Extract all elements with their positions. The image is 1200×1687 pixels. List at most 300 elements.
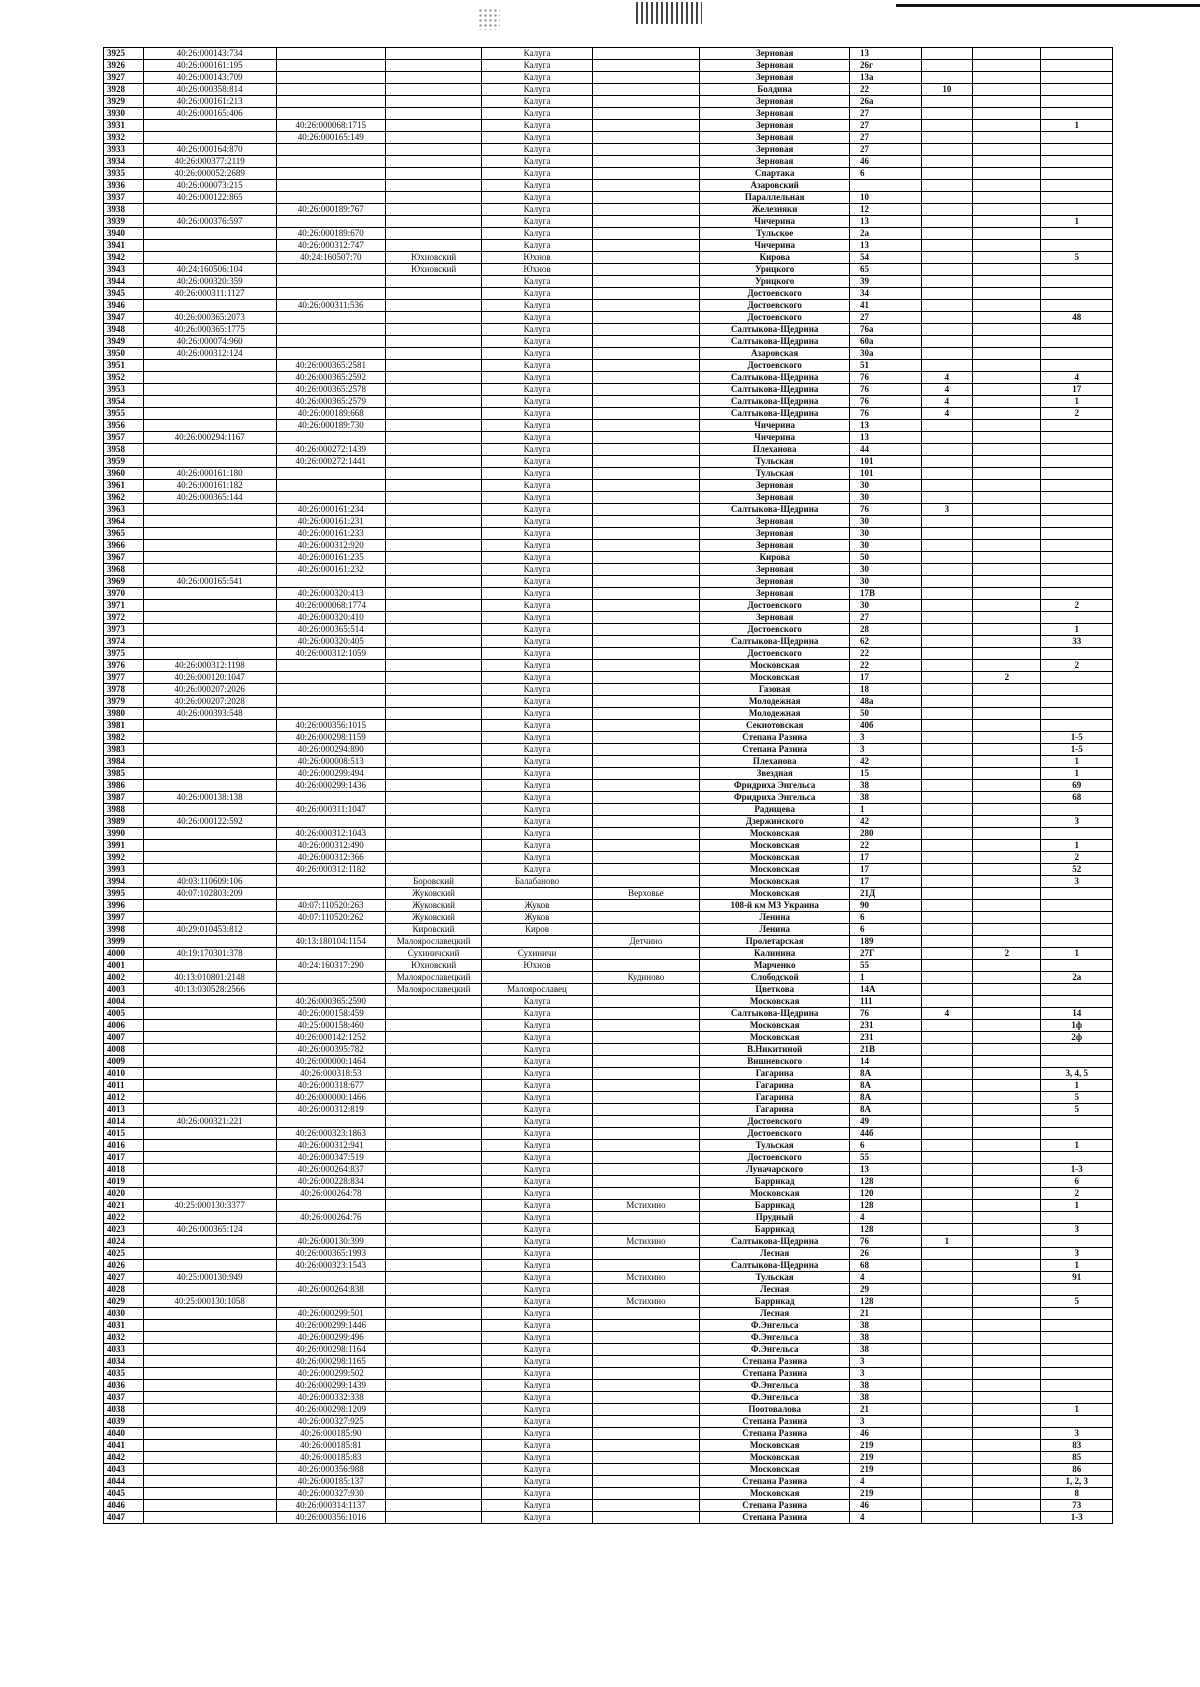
street-name: Степана Разина (700, 1368, 850, 1380)
cadastral-number-building: 40:26:000122:865 (143, 192, 276, 204)
scan-edge-line (896, 4, 1200, 7)
table-row (104, 492, 1113, 504)
settlement-name: Калуга (482, 1332, 592, 1344)
street-name: Баррикад (700, 1296, 850, 1308)
village-name (592, 1152, 700, 1164)
row-number: 4028 (104, 1284, 144, 1296)
cadastral-number-premises: 40:26:000161:231 (276, 516, 385, 528)
apartment-number: 68 (1041, 792, 1113, 804)
district-name (385, 1176, 482, 1188)
cadastral-number-premises (276, 708, 385, 720)
district-name (385, 732, 482, 744)
table-row (104, 228, 1113, 240)
table-row (104, 624, 1113, 636)
cadastral-number-building (143, 732, 276, 744)
building-number: 90 (849, 900, 921, 912)
settlement-name: Малоярославец (482, 984, 592, 996)
cadastral-number-premises (276, 324, 385, 336)
street-name: Салтыкова-Щедрина (700, 336, 850, 348)
district-name (385, 552, 482, 564)
settlement-name: Калуга (482, 156, 592, 168)
district-name (385, 1404, 482, 1416)
cadastral-number-building (143, 840, 276, 852)
cadastral-number-building (143, 960, 276, 972)
cadastral-number-building (143, 1452, 276, 1464)
district-name (385, 1368, 482, 1380)
cadastral-number-building: 40:03:110609:106 (143, 876, 276, 888)
block-number (921, 1140, 973, 1152)
block-number (921, 1476, 973, 1488)
block-number (921, 1356, 973, 1368)
building-number: 219 (849, 1488, 921, 1500)
building-number: 27 (849, 312, 921, 324)
street-name: Ф.Энгельса (700, 1380, 850, 1392)
cadastral-number-building (143, 1008, 276, 1020)
village-name: Мстихино (592, 1296, 700, 1308)
row-number: 4024 (104, 1236, 144, 1248)
extra-number (973, 1296, 1041, 1308)
table-row (104, 516, 1113, 528)
apartment-number: 2 (1041, 660, 1113, 672)
settlement-name: Калуга (482, 696, 592, 708)
extra-number (973, 768, 1041, 780)
settlement-name: Калуга (482, 1440, 592, 1452)
building-number: 27 (849, 144, 921, 156)
street-name: Ф.Энгельса (700, 1332, 850, 1344)
building-number: 34 (849, 288, 921, 300)
street-name: Дзержинского (700, 816, 850, 828)
district-name (385, 1428, 482, 1440)
table-row (104, 984, 1113, 996)
settlement-name: Калуга (482, 1068, 592, 1080)
extra-number (973, 576, 1041, 588)
street-name: Азаровский (700, 180, 850, 192)
block-number (921, 456, 973, 468)
street-name: В.Никитиной (700, 1044, 850, 1056)
village-name (592, 1140, 700, 1152)
village-name (592, 120, 700, 132)
cadastral-number-premises: 40:26:000000:1464 (276, 1056, 385, 1068)
district-name (385, 1116, 482, 1128)
row-number: 3975 (104, 648, 144, 660)
street-name: Азаровская (700, 348, 850, 360)
village-name (592, 732, 700, 744)
apartment-number (1041, 1044, 1113, 1056)
extra-number (973, 1092, 1041, 1104)
building-number: 17В (849, 588, 921, 600)
block-number (921, 468, 973, 480)
settlement-name: Калуга (482, 480, 592, 492)
extra-number (973, 504, 1041, 516)
extra-number (973, 660, 1041, 672)
street-name: Прудный (700, 1212, 850, 1224)
extra-number (973, 1044, 1041, 1056)
building-number: 22 (849, 660, 921, 672)
district-name (385, 804, 482, 816)
street-name: Цветкова (700, 984, 850, 996)
extra-number (973, 228, 1041, 240)
extra-number (973, 624, 1041, 636)
table-row (104, 1104, 1113, 1116)
table-row (104, 708, 1113, 720)
cadastral-number-building (143, 600, 276, 612)
row-number: 3928 (104, 84, 144, 96)
apartment-number (1041, 1332, 1113, 1344)
block-number (921, 768, 973, 780)
table-row (104, 96, 1113, 108)
district-name (385, 564, 482, 576)
block-number (921, 1056, 973, 1068)
extra-number (973, 492, 1041, 504)
settlement-name: Калуга (482, 1380, 592, 1392)
street-name: Лесная (700, 1248, 850, 1260)
street-name: Зерновая (700, 120, 850, 132)
block-number (921, 276, 973, 288)
street-name: Московская (700, 852, 850, 864)
cadastral-number-building (143, 1392, 276, 1404)
street-name: Зерновая (700, 576, 850, 588)
district-name (385, 1104, 482, 1116)
apartment-number (1041, 96, 1113, 108)
building-number: 51 (849, 360, 921, 372)
cadastral-number-premises: 40:26:000000:1466 (276, 1092, 385, 1104)
cadastral-number-premises: 40:26:000312:1059 (276, 648, 385, 660)
block-number (921, 636, 973, 648)
table-row (104, 756, 1113, 768)
building-number: 55 (849, 960, 921, 972)
cadastral-number-premises: 40:26:000318:53 (276, 1068, 385, 1080)
district-name (385, 720, 482, 732)
district-name (385, 156, 482, 168)
village-name (592, 1428, 700, 1440)
village-name (592, 780, 700, 792)
cadastral-number-building (143, 1440, 276, 1452)
village-name (592, 1320, 700, 1332)
row-number: 4043 (104, 1464, 144, 1476)
street-name: Московская (700, 1488, 850, 1500)
apartment-number: 4 (1041, 372, 1113, 384)
cadastral-number-premises (276, 144, 385, 156)
table-row (104, 84, 1113, 96)
village-name (592, 276, 700, 288)
cadastral-number-premises: 40:26:000320:405 (276, 636, 385, 648)
block-number (921, 1068, 973, 1080)
row-number: 3954 (104, 396, 144, 408)
settlement-name: Калуга (482, 624, 592, 636)
cadastral-number-building (143, 1356, 276, 1368)
settlement-name: Калуга (482, 1368, 592, 1380)
settlement-name: Юхнов (482, 264, 592, 276)
table-row (104, 72, 1113, 84)
district-name: Юхновский (385, 960, 482, 972)
apartment-number: 83 (1041, 1440, 1113, 1452)
block-number (921, 60, 973, 72)
settlement-name: Калуга (482, 1476, 592, 1488)
apartment-number (1041, 648, 1113, 660)
street-name: Чичерина (700, 240, 850, 252)
extra-number (973, 840, 1041, 852)
block-number: 1 (921, 1236, 973, 1248)
extra-number (973, 900, 1041, 912)
village-name (592, 1416, 700, 1428)
cadastral-number-building (143, 1260, 276, 1272)
cadastral-number-building (143, 1368, 276, 1380)
cadastral-number-premises: 40:26:000347:519 (276, 1152, 385, 1164)
table-row (104, 528, 1113, 540)
building-number: 38 (849, 1320, 921, 1332)
street-name: Чичерина (700, 420, 850, 432)
row-number: 3998 (104, 924, 144, 936)
row-number: 3953 (104, 384, 144, 396)
block-number (921, 288, 973, 300)
cadastral-number-premises: 40:26:000312:366 (276, 852, 385, 864)
row-number: 4039 (104, 1416, 144, 1428)
extra-number (973, 264, 1041, 276)
row-number: 3976 (104, 660, 144, 672)
apartment-number (1041, 996, 1113, 1008)
street-name: Зерновая (700, 588, 850, 600)
district-name (385, 108, 482, 120)
table-row (104, 1440, 1113, 1452)
village-name (592, 1020, 700, 1032)
village-name (592, 600, 700, 612)
apartment-number: 5 (1041, 1092, 1113, 1104)
cadastral-number-premises: 40:26:000185:81 (276, 1440, 385, 1452)
settlement-name: Калуга (482, 504, 592, 516)
cadastral-number-building: 40:26:000320:359 (143, 276, 276, 288)
block-number (921, 528, 973, 540)
apartment-number (1041, 684, 1113, 696)
building-number: 26а (849, 96, 921, 108)
building-number: 27 (849, 108, 921, 120)
row-number: 3963 (104, 504, 144, 516)
table-row (104, 948, 1113, 960)
cadastral-number-premises: 40:26:000068:1715 (276, 120, 385, 132)
block-number (921, 648, 973, 660)
row-number: 4016 (104, 1140, 144, 1152)
block-number (921, 444, 973, 456)
settlement-name: Калуга (482, 852, 592, 864)
cadastral-number-building (143, 1164, 276, 1176)
block-number: 4 (921, 372, 973, 384)
street-name: Кирова (700, 252, 850, 264)
building-number: 76а (849, 324, 921, 336)
street-name: Степана Разина (700, 732, 850, 744)
cadastral-number-building (143, 384, 276, 396)
village-name (592, 1308, 700, 1320)
cadastral-number-premises: 40:26:000314:1137 (276, 1500, 385, 1512)
settlement-name: Калуга (482, 1512, 592, 1524)
table-row (104, 1236, 1113, 1248)
table-row (104, 216, 1113, 228)
building-number: 50 (849, 708, 921, 720)
apartment-number (1041, 936, 1113, 948)
apartment-number: 17 (1041, 384, 1113, 396)
apartment-number: 3 (1041, 1224, 1113, 1236)
cadastral-number-building (143, 1176, 276, 1188)
cadastral-number-premises: 40:24:160507:70 (276, 252, 385, 264)
district-name (385, 1236, 482, 1248)
cadastral-number-premises (276, 48, 385, 60)
apartment-number (1041, 360, 1113, 372)
building-number: 30 (849, 492, 921, 504)
building-number: 39 (849, 276, 921, 288)
block-number (921, 1176, 973, 1188)
building-number: 1 (849, 804, 921, 816)
cadastral-number-building: 40:26:000312:1198 (143, 660, 276, 672)
extra-number (973, 804, 1041, 816)
extra-number (973, 552, 1041, 564)
block-number (921, 1368, 973, 1380)
block-number (921, 420, 973, 432)
cadastral-number-premises: 40:26:000185:137 (276, 1476, 385, 1488)
building-number: 219 (849, 1464, 921, 1476)
extra-number (973, 684, 1041, 696)
settlement-name: Калуга (482, 660, 592, 672)
cadastral-number-building (143, 252, 276, 264)
table-row (104, 1260, 1113, 1272)
table-row (104, 1140, 1113, 1152)
street-name: Московская (700, 1032, 850, 1044)
district-name (385, 1320, 482, 1332)
cadastral-number-premises: 40:26:000312:819 (276, 1104, 385, 1116)
village-name (592, 204, 700, 216)
table-row (104, 1272, 1113, 1284)
cadastral-number-premises: 40:26:000298:1164 (276, 1344, 385, 1356)
row-number: 4031 (104, 1320, 144, 1332)
table-row (104, 1188, 1113, 1200)
table-row (104, 1320, 1113, 1332)
cadastral-number-building: 40:26:000376:597 (143, 216, 276, 228)
row-number: 3970 (104, 588, 144, 600)
table-row (104, 684, 1113, 696)
row-number: 3979 (104, 696, 144, 708)
settlement-name (482, 972, 592, 984)
table-row (104, 144, 1113, 156)
district-name (385, 1164, 482, 1176)
cadastral-number-premises (276, 336, 385, 348)
cadastral-number-building (143, 1236, 276, 1248)
block-number (921, 336, 973, 348)
building-number: 38 (849, 1344, 921, 1356)
apartment-number (1041, 720, 1113, 732)
district-name (385, 1068, 482, 1080)
extra-number (973, 1020, 1041, 1032)
street-name: Зерновая (700, 480, 850, 492)
building-number: 12 (849, 204, 921, 216)
building-number: 4 (849, 1212, 921, 1224)
cadastral-number-premises: 40:26:000272:1441 (276, 456, 385, 468)
apartment-number: 5 (1041, 252, 1113, 264)
row-number: 3966 (104, 540, 144, 552)
village-name (592, 132, 700, 144)
cadastral-number-building (143, 996, 276, 1008)
apartment-number (1041, 576, 1113, 588)
row-number: 3964 (104, 516, 144, 528)
village-name (592, 480, 700, 492)
building-number: 3 (849, 732, 921, 744)
table-row (104, 792, 1113, 804)
row-number: 3990 (104, 828, 144, 840)
cadastral-number-premises: 40:26:000161:235 (276, 552, 385, 564)
cadastral-number-building (143, 1284, 276, 1296)
street-name: Достоевского (700, 1128, 850, 1140)
cadastral-number-building: 40:07:102803:209 (143, 888, 276, 900)
apartment-number: 5 (1041, 1104, 1113, 1116)
district-name (385, 348, 482, 360)
cadastral-number-premises: 40:26:000323:1543 (276, 1260, 385, 1272)
cadastral-number-premises: 40:26:000312:747 (276, 240, 385, 252)
apartment-number: 1-5 (1041, 732, 1113, 744)
district-name (385, 1380, 482, 1392)
settlement-name: Калуга (482, 72, 592, 84)
extra-number (973, 432, 1041, 444)
extra-number (973, 468, 1041, 480)
cadastral-number-building (143, 1068, 276, 1080)
row-number: 3994 (104, 876, 144, 888)
cadastral-number-premises: 40:26:000312:941 (276, 1140, 385, 1152)
cadastral-number-building (143, 1188, 276, 1200)
settlement-name (482, 936, 592, 948)
building-number: 128 (849, 1224, 921, 1236)
village-name (592, 504, 700, 516)
apartment-number (1041, 1380, 1113, 1392)
settlement-name: Калуга (482, 648, 592, 660)
cadastral-number-premises (276, 924, 385, 936)
block-number (921, 1152, 973, 1164)
cadastral-number-building: 40:25:000130:1058 (143, 1296, 276, 1308)
building-number: 17 (849, 672, 921, 684)
table-row (104, 864, 1113, 876)
village-name (592, 168, 700, 180)
apartment-number (1041, 192, 1113, 204)
block-number (921, 1164, 973, 1176)
cadastral-number-premises: 40:26:000312:1043 (276, 828, 385, 840)
building-number: 30 (849, 540, 921, 552)
block-number (921, 360, 973, 372)
apartment-number: 1 (1041, 216, 1113, 228)
block-number (921, 1020, 973, 1032)
village-name: Кудиново (592, 972, 700, 984)
cadastral-number-building: 40:26:000161:182 (143, 480, 276, 492)
table-row (104, 972, 1113, 984)
district-name (385, 1416, 482, 1428)
settlement-name: Калуга (482, 792, 592, 804)
apartment-number: 1ф (1041, 1020, 1113, 1032)
building-number: 76 (849, 504, 921, 516)
extra-number (973, 300, 1041, 312)
apartment-number: 69 (1041, 780, 1113, 792)
block-number (921, 1116, 973, 1128)
table-row (104, 1212, 1113, 1224)
block-number (921, 936, 973, 948)
row-number: 4013 (104, 1104, 144, 1116)
block-number (921, 1464, 973, 1476)
cadastral-number-building (143, 120, 276, 132)
table-row (104, 612, 1113, 624)
village-name (592, 1128, 700, 1140)
district-name: Жуковский (385, 888, 482, 900)
settlement-name: Калуга (482, 828, 592, 840)
apartment-number (1041, 276, 1113, 288)
district-name (385, 1392, 482, 1404)
row-number: 3930 (104, 108, 144, 120)
cadastral-number-premises (276, 192, 385, 204)
extra-number (973, 1128, 1041, 1140)
cadastral-number-building (143, 900, 276, 912)
row-number: 4018 (104, 1164, 144, 1176)
cadastral-number-premises: 40:26:000327:925 (276, 1416, 385, 1428)
